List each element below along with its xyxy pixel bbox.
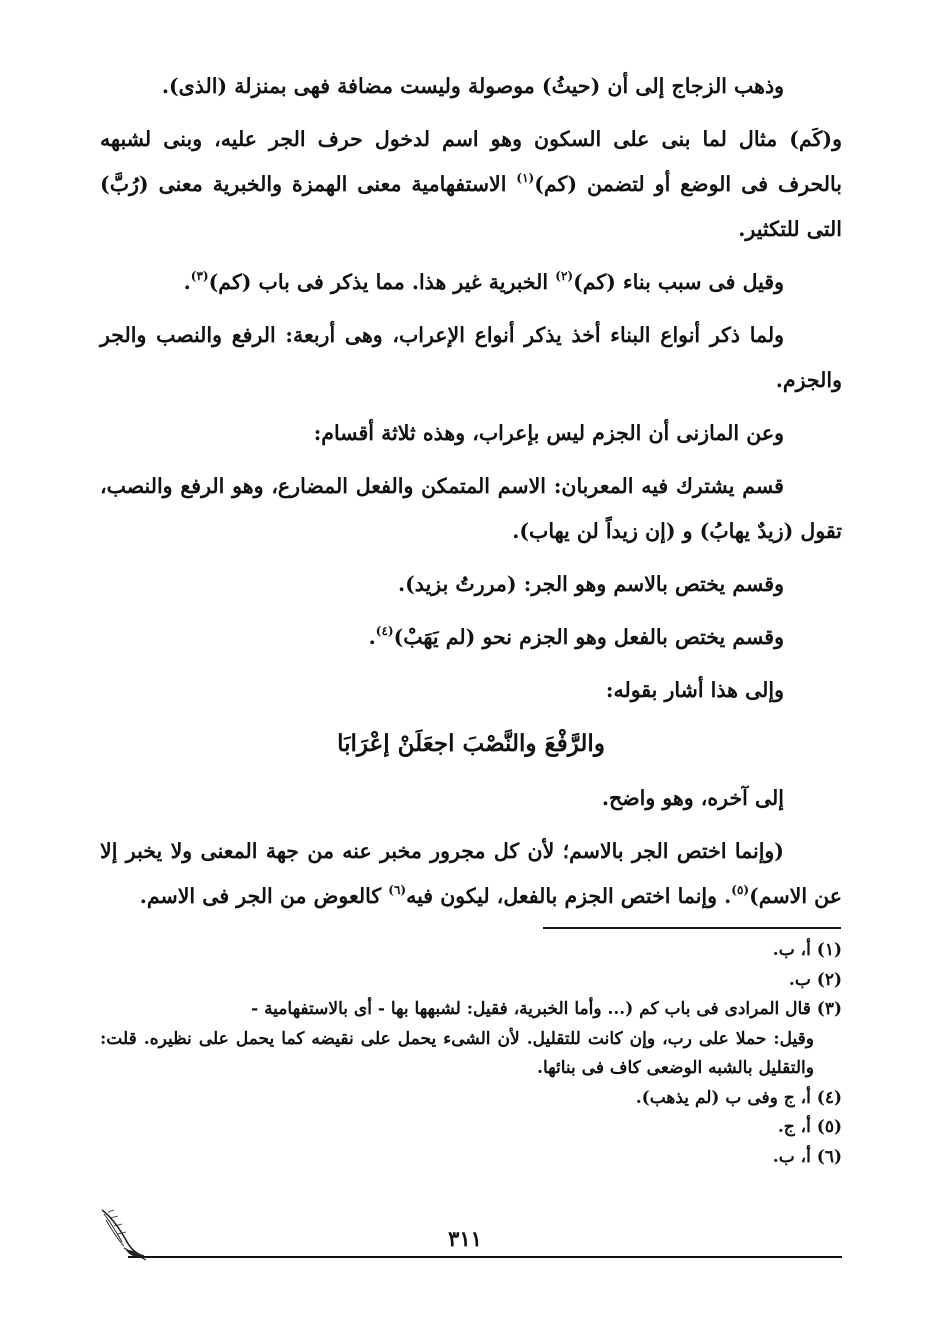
paragraph-8: وقسم يختص بالفعل وهو الجزم نحو (لم يَهَبْ)$^{(٤)}$. bbox=[368, 624, 784, 649]
footnote-3-continuation: وقيل: حملا على رب، وإن كانت للتقليل. لأن الشىء يحمل على نقيضه كما يحمل على نظيره. قلت: والتقليل بالشبه الوضعى كاف فى بنائها. bbox=[100, 1028, 814, 1078]
paragraph-9: وإلى هذا أشار بقوله: bbox=[605, 678, 784, 702]
footnote-ref-4[interactable]: (٤) bbox=[375, 624, 394, 638]
paragraph-3: وقيل فى سبب بناء (كم)$^{(٢)}$ الخبرية غير هذا. مما يذكر فى باب (كم)$^{(٣)}$. bbox=[183, 269, 784, 294]
paragraph-4: ولما ذكر أنواع البناء أخذ يذكر أنواع الإعراب، وهى أربعة: الرفع والنصب والجر والجزم. bbox=[100, 323, 842, 392]
main-text bbox=[100, 64, 842, 927]
paragraph-2: و(كَم) مثال لما بنى على السكون وهو اسم لدخول حرف الجر عليه، وبنى لشبهه بالحرف فى الوضع أو لتضمن (كم)$^{(١)}$ الاستفهامية معنى الهمزة والخبرية معنى (رُبَّ) التى للتكثير. bbox=[100, 127, 842, 241]
footnote-4: (٤) أ، ج وفى ب (لم يذهب). bbox=[635, 1087, 842, 1108]
footnote-separator bbox=[543, 927, 841, 929]
paragraph-7: وقسم يختص بالاسم وهو الجر: (مررتُ بزيد). bbox=[397, 572, 784, 596]
footnote-2: (٢) ب. bbox=[788, 969, 842, 990]
page-number: ٣١١ bbox=[448, 1226, 482, 1251]
paragraph-11: (وإنما اختص الجر بالاسم؛ لأن كل مجرور مخبر عنه من جهة المعنى ولا يخبر إلا عن الاسم)$^{(٥)}$. وإنما اختص الجزم بالفعل، ليكون فيه$^{(٦)}$ كالعوض من الجر فى الاسم. bbox=[100, 839, 842, 908]
footnote-ref-3[interactable]: (٣) bbox=[190, 269, 209, 283]
paragraph-6: قسم يشترك فيه المعربان: الاسم المتمكن والفعل المضارع، وهو الرفع والنصب، تقول (زيدٌ يهابُ) و (إن زيداً لن يهاب). bbox=[100, 474, 842, 543]
footnote-ref-2[interactable]: (٢) bbox=[555, 269, 574, 283]
footnote-3: (٣) قال المرادى فى باب كم (... وأما الخبرية، فقيل: لشبهها بها - أى بالاستفهامية - bbox=[251, 999, 842, 1019]
paragraph-1: وذهب الزجاج إلى أن (حيثُ) موصولة وليست مضافة فهى بمنزلة (الذى). bbox=[161, 74, 784, 98]
footnote-ref-1[interactable]: (١) bbox=[516, 171, 535, 185]
footnote-5: (٥) أ، ج. bbox=[777, 1117, 842, 1137]
footnote-6: (٦) أ، ب. bbox=[772, 1146, 842, 1167]
paragraph-10: إلى آخره، وهو واضح. bbox=[601, 786, 784, 810]
footnotes bbox=[100, 936, 842, 1172]
bottom-rule bbox=[128, 1256, 842, 1258]
paragraph-5: وعن المازنى أن الجزم ليس بإعراب، وهذه ثلاثة أقسام: bbox=[313, 421, 784, 445]
footnote-ref-6[interactable]: (٦) bbox=[388, 883, 407, 897]
quill-icon bbox=[96, 1206, 148, 1262]
footnote-1: (١) أ، ب. bbox=[772, 940, 842, 960]
footnote-ref-5[interactable]: (٥) bbox=[731, 883, 750, 897]
verse-line: والرَّفْعَ والنَّصْبَ اجعَلَنْ إعْرَابَا bbox=[337, 730, 605, 757]
